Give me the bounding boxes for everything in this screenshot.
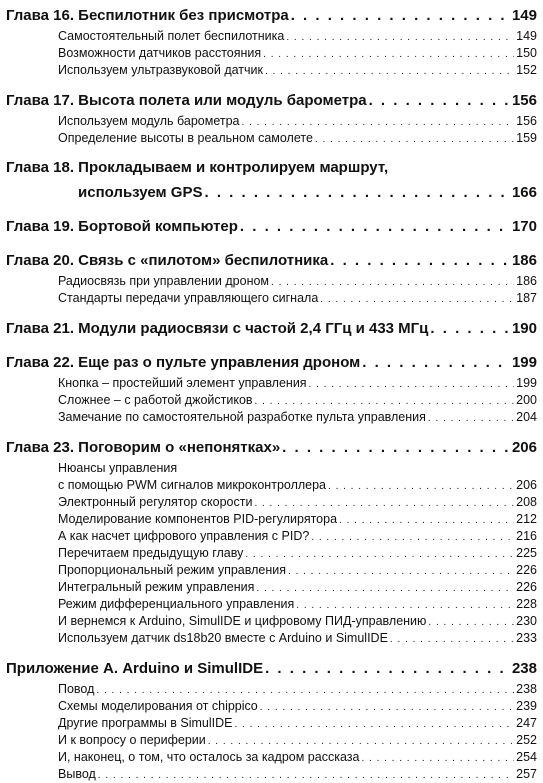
toc-entry-title: Вывод <box>58 767 96 781</box>
toc-page-number: 230 <box>516 614 537 628</box>
toc-entry[interactable] <box>6 766 537 783</box>
dot-leader <box>96 682 514 698</box>
toc-chapter-23 <box>6 436 537 647</box>
toc-entry-title: Схемы моделирования от chippico <box>58 699 258 713</box>
dot-leader <box>286 29 514 45</box>
toc-entry-title: с помощью PWM сигналов микроконтроллера <box>58 478 327 492</box>
toc-entry[interactable] <box>6 630 537 647</box>
toc-entry[interactable] <box>6 290 537 307</box>
toc-entry[interactable] <box>6 113 537 130</box>
toc-entry-chapter[interactable] <box>6 89 537 113</box>
toc-chapter-title: Глава 16. Беспилотник без присмотра <box>6 7 289 24</box>
dot-leader <box>339 512 514 528</box>
toc-chapter-20 <box>6 249 537 307</box>
toc-page-number: 233 <box>516 631 537 645</box>
toc-entry-title-line1[interactable]: Нюансы управления <box>58 461 178 475</box>
toc-entry[interactable] <box>6 511 537 528</box>
toc-entry-chapter[interactable] <box>6 249 537 273</box>
toc-entry-title: Замечание по самостоятельной разработке пульта управления <box>58 410 426 424</box>
toc-chapter-title: Глава 19. Бортовой компьютер <box>6 218 238 235</box>
dot-leader <box>390 631 514 647</box>
dot-leader <box>265 657 510 681</box>
toc-chapter-18 <box>6 157 537 205</box>
dot-leader <box>430 317 510 341</box>
toc-page-number: 199 <box>516 376 537 390</box>
dot-leader <box>242 114 515 130</box>
toc-page-number: 216 <box>516 529 537 543</box>
toc-entry[interactable] <box>6 545 537 562</box>
toc-entry-title: Электронный регулятор скорости <box>58 495 253 509</box>
toc-entry-title: Интегральный режим управления <box>58 580 255 594</box>
toc-chapter-17 <box>6 89 537 147</box>
toc-entry-title: Повод <box>58 682 95 696</box>
dot-leader <box>361 750 514 766</box>
toc-entry-title: Стандарты передачи управляющего сигнала <box>58 291 319 305</box>
toc-page-number: 159 <box>516 131 537 145</box>
toc-page-number: 254 <box>516 750 537 764</box>
dot-leader <box>311 529 514 545</box>
toc-entry[interactable] <box>6 613 537 630</box>
toc-entry-chapter[interactable] <box>6 181 537 205</box>
toc-entry-title: А как насчет цифрового управления с PID? <box>58 529 310 543</box>
toc-entry[interactable] <box>6 494 537 511</box>
dot-leader <box>428 614 514 630</box>
toc-entry[interactable] <box>6 749 537 766</box>
toc-chapter-19 <box>6 215 537 239</box>
toc-entry-title: И к вопросу о периферии <box>58 733 206 747</box>
toc-entry[interactable] <box>6 409 537 426</box>
toc-page-number: 204 <box>516 410 537 424</box>
toc-entry[interactable] <box>6 273 537 290</box>
toc-page-number: 228 <box>516 597 537 611</box>
toc-chapter-title-line2: используем GPS <box>78 184 203 201</box>
toc-page-number: 247 <box>516 716 537 730</box>
toc-page-number: 208 <box>516 495 537 509</box>
toc-page-number: 187 <box>516 291 537 305</box>
dot-leader <box>98 767 514 783</box>
toc-entry[interactable] <box>6 579 537 596</box>
toc-entry-chapter[interactable] <box>6 657 537 681</box>
dot-leader <box>260 699 514 715</box>
toc-page-number: 238 <box>516 682 537 696</box>
toc-chapter-16 <box>6 4 537 79</box>
toc-page-number: 156 <box>511 92 537 109</box>
toc-page-number: 206 <box>516 478 537 492</box>
dot-leader <box>315 131 514 147</box>
toc-chapter-title: Глава 20. Связь с «пилотом» беспилотника <box>6 252 329 269</box>
toc-chapter-title: Глава 22. Еще раз о пульте управления дроном <box>6 354 361 371</box>
toc-page-number: 149 <box>516 29 537 43</box>
dot-leader <box>240 215 510 239</box>
dot-leader <box>362 351 510 375</box>
toc-chapter-22 <box>6 351 537 426</box>
dot-leader <box>369 89 510 113</box>
dot-leader <box>330 249 510 273</box>
toc-entry[interactable] <box>6 596 537 613</box>
toc-entry-title: Моделирование компонентов PID-регулирятора <box>58 512 338 526</box>
toc-page-number: 149 <box>511 7 537 24</box>
toc-page-number: 156 <box>516 114 537 128</box>
dot-leader <box>320 291 514 307</box>
dot-leader <box>254 495 514 511</box>
toc-entry-title: Самостоятельный полет беспилотника <box>58 29 285 43</box>
toc-page-number: 186 <box>511 252 537 269</box>
toc-page-number: 226 <box>516 580 537 594</box>
toc-page-number: 225 <box>516 546 537 560</box>
toc-entry-title: Используем датчик ds18b20 вместе с Arduino и SimulIDE <box>58 631 388 645</box>
toc-entry[interactable] <box>6 477 537 494</box>
toc-entry-chapter[interactable] <box>6 351 537 375</box>
toc-page-number: 190 <box>511 320 537 337</box>
toc-entry-title: Другие программы в SimulIDE <box>58 716 233 730</box>
dot-leader <box>328 478 514 494</box>
toc-entry-title: И вернемся к Arduino, SimulIDE и цифровому ПИД-управлению <box>58 614 427 628</box>
toc-page-number: 199 <box>511 354 537 371</box>
toc-page-number: 166 <box>511 184 537 201</box>
toc-chapter-21 <box>6 317 537 341</box>
dot-leader <box>204 181 509 205</box>
toc-entry[interactable] <box>6 375 537 392</box>
toc-page-number: 252 <box>516 733 537 747</box>
dot-leader <box>271 274 514 290</box>
toc-chapter-title-line1[interactable]: Глава 18. Прокладываем и контролируем маршрут, <box>6 159 389 176</box>
dot-leader <box>288 563 514 579</box>
toc-chapter-title: Глава 21. Модули радиосвязи с частой 2,4 ГГц и 433 МГц <box>6 320 429 337</box>
toc-entry-title: Определение высоты в реальном самолете <box>58 131 313 145</box>
toc-entry[interactable] <box>6 45 537 62</box>
dot-leader <box>309 376 515 392</box>
toc-entry-title: Используем ультразвуковой датчик <box>58 63 263 77</box>
toc-page-number: 200 <box>516 393 537 407</box>
toc-entry[interactable] <box>6 528 537 545</box>
dot-leader <box>208 733 514 749</box>
toc-entry-title: Перечитаем предыдущую главу <box>58 546 244 560</box>
toc-entry-title: Возможности датчиков расстояния <box>58 46 262 60</box>
toc-entry-title: Пропорциональный режим управления <box>58 563 287 577</box>
toc-page-number: 186 <box>516 274 537 288</box>
dot-leader <box>263 46 514 62</box>
toc-entry-title: Кнопка – простейший элемент управления <box>58 376 307 390</box>
toc-page-number: 206 <box>511 439 537 456</box>
dot-leader <box>256 580 514 596</box>
dot-leader <box>296 597 514 613</box>
toc-page-number: 212 <box>516 512 537 526</box>
toc-entry-title: Режим дифференциального управления <box>58 597 295 611</box>
toc-entry[interactable] <box>6 392 537 409</box>
toc-entry[interactable] <box>6 562 537 579</box>
toc-entry[interactable] <box>6 698 537 715</box>
toc-entry-chapter[interactable] <box>6 4 537 28</box>
toc-page-number: 170 <box>511 218 537 235</box>
toc-entry-chapter[interactable] <box>6 436 537 460</box>
toc-page-number: 239 <box>516 699 537 713</box>
toc-page-number: 150 <box>516 46 537 60</box>
toc-chapter-title: Приложение А. Arduino и SimulIDE <box>6 660 264 677</box>
toc-entry-chapter[interactable] <box>6 317 537 341</box>
toc-entry-title: Сложнее – с работой джойстиков <box>58 393 253 407</box>
toc-page-number: 152 <box>516 63 537 77</box>
toc-entry[interactable] <box>6 732 537 749</box>
toc-page-number: 226 <box>516 563 537 577</box>
toc-entry[interactable] <box>6 62 537 79</box>
toc-entry[interactable] <box>6 681 537 698</box>
toc-page-number: 257 <box>516 767 537 781</box>
dot-leader <box>255 393 515 409</box>
toc-appendix-a <box>6 657 537 783</box>
dot-leader <box>282 436 510 460</box>
toc-entry-title: И, наконец, о том, что осталось за кадром рассказа <box>58 750 360 764</box>
toc-entry[interactable] <box>6 28 537 45</box>
dot-leader <box>291 4 510 28</box>
toc-entry[interactable] <box>6 130 537 147</box>
toc-entry-title: Радиосвязь при управлении дроном <box>58 274 270 288</box>
toc-chapter-title: Глава 23. Поговорим о «непонятках» <box>6 439 281 456</box>
toc-entry-title: Используем модуль барометра <box>58 114 240 128</box>
dot-leader <box>265 63 514 79</box>
dot-leader <box>234 716 514 732</box>
toc-entry[interactable] <box>6 715 537 732</box>
toc-page-number: 238 <box>511 660 537 677</box>
toc-chapter-title: Глава 17. Высота полета или модуль барометра <box>6 92 367 109</box>
dot-leader <box>428 410 514 426</box>
toc-entry-chapter[interactable] <box>6 215 537 239</box>
dot-leader <box>245 546 514 562</box>
